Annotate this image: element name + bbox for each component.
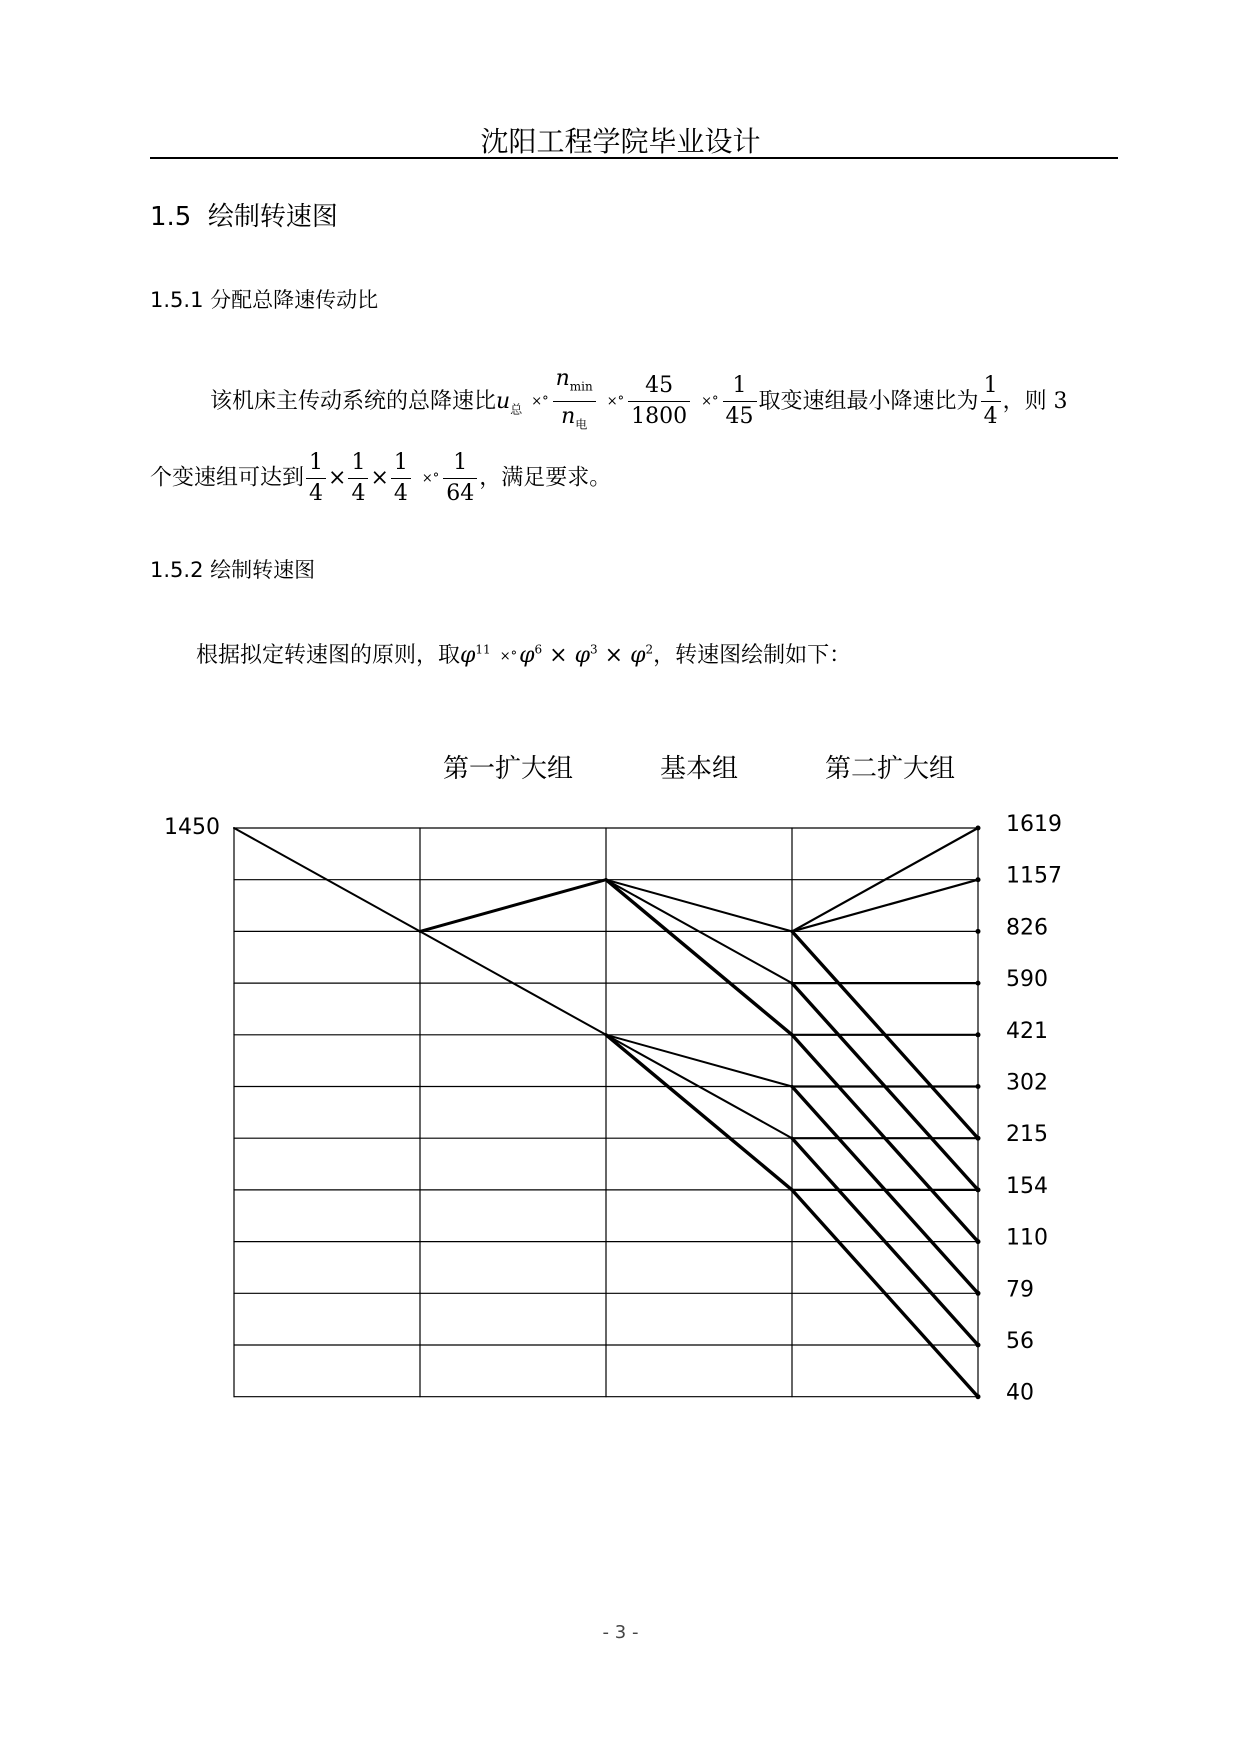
- speed-node: [976, 981, 981, 986]
- denominator: 64: [446, 481, 475, 506]
- output-speed-label: 154: [1006, 1173, 1048, 1199]
- input-speed-label: 1450: [164, 815, 220, 840]
- speed-ray: [606, 880, 792, 1035]
- numerator: 1: [723, 371, 757, 402]
- math-exp: 3: [590, 642, 598, 657]
- output-speed-label: 302: [1006, 1070, 1048, 1096]
- paragraph-text: 根据拟定转速图的原则，取: [196, 643, 461, 668]
- math-var-n: n: [555, 366, 570, 391]
- diagram-speed-labels: [164, 812, 1062, 1406]
- speed-node: [976, 1239, 981, 1244]
- paragraph-text: ，满足要求。: [479, 465, 612, 491]
- paragraph-text: 取变速组最小降速比为: [758, 388, 979, 414]
- math-var-n: n: [561, 404, 576, 430]
- page-header-title: 沈阳工程学院毕业设计: [480, 125, 761, 158]
- numerator: 1: [391, 448, 411, 479]
- speed-node: [976, 1343, 981, 1348]
- numerator: 1: [306, 448, 326, 479]
- output-speed-label: 826: [1006, 915, 1048, 941]
- speed-node: [976, 929, 981, 934]
- section-title: 绘制转速图: [207, 202, 338, 232]
- paragraph-text: ，转速图绘制如下：: [653, 643, 852, 668]
- math-times: ×: [370, 465, 389, 491]
- math-times: ×: [604, 643, 624, 668]
- speed-node: [976, 826, 981, 831]
- subsection-heading-1: 1.5.1 分配总降速传动比: [150, 288, 379, 312]
- math-phi: φ: [630, 643, 646, 668]
- numerator: 45: [628, 371, 690, 402]
- section-number: 1.5: [150, 202, 192, 232]
- math-times: ×: [328, 465, 347, 491]
- speed-node: [976, 1136, 981, 1141]
- speed-ray: [420, 880, 606, 932]
- denominator: 4: [309, 481, 324, 506]
- math-symbol: ×°: [606, 394, 625, 410]
- math-sub: 总: [510, 402, 523, 417]
- output-speed-label: 590: [1006, 967, 1048, 993]
- math-symbol: ×°: [531, 394, 549, 410]
- output-speed-label: 110: [1006, 1225, 1048, 1251]
- group-label-basic: 基本组: [660, 754, 739, 784]
- denominator: 4: [351, 481, 366, 506]
- speed-node: [976, 1084, 981, 1089]
- speed-node: [976, 1187, 981, 1192]
- page-number: - 3 -: [602, 1622, 639, 1643]
- numerator: 1: [443, 448, 477, 479]
- math-sub: 电: [575, 417, 588, 432]
- math-var-u: u: [496, 388, 511, 414]
- math-exp: 6: [534, 642, 543, 657]
- speed-node: [976, 1394, 981, 1399]
- speed-ray: [606, 880, 792, 932]
- group-label-first-expansion: 第一扩大组: [443, 754, 574, 784]
- math-symbol: ×°: [499, 648, 518, 664]
- speed-node: [976, 1291, 981, 1296]
- paragraph-text: 个变速组可达到: [150, 465, 305, 491]
- math-symbol: ×°: [421, 471, 440, 486]
- output-speed-label: 79: [1006, 1277, 1034, 1303]
- denominator: 4: [393, 481, 408, 506]
- subsection-heading-2: 1.5.2 绘制转速图: [150, 558, 316, 582]
- math-phi: φ: [574, 643, 590, 668]
- math-exp: 2: [645, 642, 654, 657]
- math-phi: φ: [519, 643, 535, 668]
- speed-node: [976, 1032, 981, 1037]
- math-phi: φ: [460, 643, 476, 668]
- paragraph-text: ，则 3: [1002, 388, 1068, 414]
- paragraph-text: 该机床主传动系统的总降速比: [210, 388, 497, 414]
- math-exp: 11: [475, 642, 491, 657]
- output-speed-label: 56: [1006, 1329, 1034, 1354]
- numerator: 1: [981, 371, 1001, 402]
- output-speed-label: 1157: [1006, 863, 1062, 889]
- group-label-second-expansion: 第二扩大组: [825, 754, 956, 784]
- diagram-rays: [234, 826, 981, 1400]
- denominator: 4: [983, 404, 998, 430]
- output-speed-label: 40: [1006, 1380, 1034, 1406]
- math-sub: min: [569, 379, 593, 394]
- output-speed-label: 1619: [1006, 812, 1062, 837]
- speed-ray: [606, 1035, 792, 1190]
- speed-node: [976, 877, 981, 882]
- output-speed-label: 421: [1006, 1018, 1048, 1044]
- speed-ray: [606, 1035, 792, 1087]
- diagram-grid: [234, 828, 978, 1397]
- output-speed-label: 215: [1006, 1122, 1048, 1148]
- math-times: ×: [549, 643, 568, 668]
- speed-ray: [792, 880, 978, 932]
- denominator: 1800: [631, 404, 688, 430]
- numerator: 1: [348, 448, 368, 479]
- denominator: 45: [725, 404, 754, 430]
- math-symbol: ×°: [701, 394, 719, 410]
